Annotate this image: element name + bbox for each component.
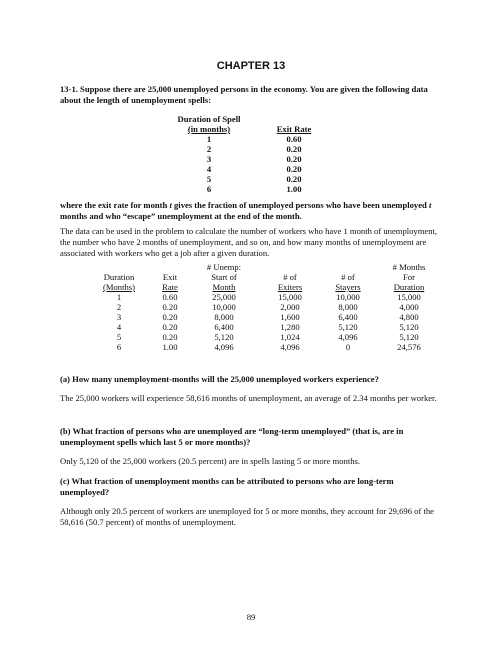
spell-header-exit-rate: Exit Rate <box>276 124 312 134</box>
spell-exit: 0.20 <box>286 174 302 184</box>
intro-text: The data can be used in the problem to calculate the number of workers who have 1 month of unemployment, the number who have 2 months of unemployment, and so on, and how many months of unemployment are associated with workers who get a job after a given duration. <box>60 226 438 259</box>
spell-header-duration: Duration of Spell <box>177 114 241 124</box>
spell-duration: 3 <box>206 154 212 164</box>
table-row <box>0 292 502 302</box>
question-a: (a) How many unemployment-months will the 25,000 unemployed workers experience? <box>60 374 379 384</box>
page-number: 89 <box>246 612 256 622</box>
cell-months: 4,800 <box>399 312 419 322</box>
table-row <box>0 332 502 342</box>
cell-months: 24,576 <box>397 342 421 352</box>
spell-table-header-1 <box>0 114 502 124</box>
calc-header-mid <box>0 272 502 282</box>
calc-header-top <box>0 262 502 272</box>
spell-row <box>0 164 502 174</box>
cell-exiters: 1,280 <box>280 322 300 332</box>
exit-note-t2: t <box>428 200 432 210</box>
spell-duration: 1 <box>206 134 212 144</box>
answer-a: The 25,000 workers will experience 58,616 months of unemployment, an average of 2.34 months per worker. <box>60 393 437 403</box>
cell-exiters: 15,000 <box>278 292 302 302</box>
calc-header-stayers-sub: Stayers <box>335 282 361 292</box>
cell-start: 8,000 <box>214 312 234 322</box>
table-row <box>0 322 502 332</box>
spell-exit: 0.20 <box>286 144 302 154</box>
spell-exit: 1.00 <box>286 184 302 194</box>
question-b: (b) What fraction of persons who are unemployed are “long-term unemployed” (that is, are in unemployment spells which last 5 or more months)? <box>60 426 404 448</box>
cell-months: 5,120 <box>399 332 419 342</box>
answer-c: Although only 20.5 percent of workers are unemployed for 5 or more months, they account for 29,696 of the 58,616 (50.7 percent) of months of unemployment. <box>60 506 434 528</box>
cell-months: 4,000 <box>399 302 419 312</box>
cell-rate: 0.20 <box>162 302 178 312</box>
cell-rate: 0.20 <box>162 312 178 322</box>
cell-duration: 3 <box>116 312 122 322</box>
cell-stayers: 5,120 <box>338 322 358 332</box>
cell-start: 25,000 <box>212 292 236 302</box>
spell-duration: 4 <box>206 164 212 174</box>
cell-stayers: 6,400 <box>338 312 358 322</box>
cell-exiters: 2,000 <box>280 302 300 312</box>
cell-stayers: 8,000 <box>338 302 358 312</box>
question-13-1 <box>60 84 440 106</box>
cell-duration: 2 <box>116 302 122 312</box>
cell-duration: 4 <box>116 322 122 332</box>
cell-duration: 5 <box>116 332 122 342</box>
cell-months: 15,000 <box>397 292 421 302</box>
spell-exit: 0.20 <box>286 154 302 164</box>
calc-header-stayers: # of <box>341 272 355 282</box>
spell-row <box>0 134 502 144</box>
table-row <box>0 302 502 312</box>
calc-header-unemp-top: # Unemp: <box>206 262 242 272</box>
spell-duration: 5 <box>206 174 212 184</box>
calc-header-duration: Duration <box>103 272 135 282</box>
spell-row <box>0 144 502 154</box>
question-c: (c) What fraction of unemployment months can be attributed to persons who are long-term unemployed? <box>60 476 394 498</box>
calc-header-exiters: # of <box>283 272 297 282</box>
calc-header-start: Start of <box>211 272 237 282</box>
spell-exit: 0.20 <box>286 164 302 174</box>
cell-stayers: 10,000 <box>336 292 360 302</box>
table-row <box>0 312 502 322</box>
cell-stayers: 4,096 <box>338 332 358 342</box>
spell-header-months: (in months) <box>187 124 231 134</box>
calc-header-duration-sub: (Months) <box>103 282 135 292</box>
calc-header-exit: Exit <box>162 272 178 282</box>
cell-exiters: 1,024 <box>280 332 300 342</box>
cell-exiters: 4,096 <box>280 342 300 352</box>
cell-months: 5,120 <box>399 322 419 332</box>
cell-start: 6,400 <box>214 322 234 332</box>
spell-table-header-2 <box>0 124 502 134</box>
spell-duration: 6 <box>206 184 212 194</box>
calc-header-bottom <box>0 282 502 292</box>
spell-row <box>0 184 502 194</box>
intro-paragraph <box>60 226 446 260</box>
calc-header-exiters-sub: Exiters <box>277 282 303 292</box>
exit-note-part-3: months and who “escape” unemployment at the end of the month. <box>60 211 302 222</box>
spell-row <box>0 174 502 184</box>
spell-exit: 0.60 <box>286 134 302 144</box>
exit-note-t: t <box>169 200 172 210</box>
cell-rate: 1.00 <box>162 342 178 352</box>
exit-note-part-2: gives the fraction of unemployed persons who have been unemployed <box>171 200 429 210</box>
cell-rate: 0.20 <box>162 332 178 342</box>
spell-row <box>0 154 502 164</box>
cell-exiters: 1,600 <box>280 312 300 322</box>
calc-header-months-top: # Months <box>392 262 426 272</box>
cell-rate: 0.20 <box>162 322 178 332</box>
exit-note-part-1: where the exit rate for month <box>60 200 170 210</box>
chapter-title: CHAPTER 13 <box>216 60 286 72</box>
cell-start: 10,000 <box>212 302 236 312</box>
calc-header-rate: Rate <box>162 282 178 292</box>
cell-duration: 6 <box>116 342 122 352</box>
question-13-1-text: 13-1. Suppose there are 25,000 unemployed persons in the economy. You are given the following data about the length of unemployment spells: <box>60 84 428 106</box>
spell-duration: 2 <box>206 144 212 154</box>
calc-header-months-for: For <box>403 272 415 282</box>
answer-b: Only 5,120 of the 25,000 workers (20.5 percent) are in spells lasting 5 or more months. <box>60 456 361 466</box>
exit-rate-note <box>60 200 440 222</box>
cell-duration: 1 <box>116 292 122 302</box>
cell-start: 5,120 <box>214 332 234 342</box>
cell-stayers: 0 <box>345 342 351 352</box>
table-row <box>0 342 502 352</box>
cell-rate: 0.60 <box>162 292 178 302</box>
cell-start: 4,096 <box>214 342 234 352</box>
calc-header-month: Month <box>212 282 236 292</box>
calc-header-months-duration: Duration <box>393 282 425 292</box>
